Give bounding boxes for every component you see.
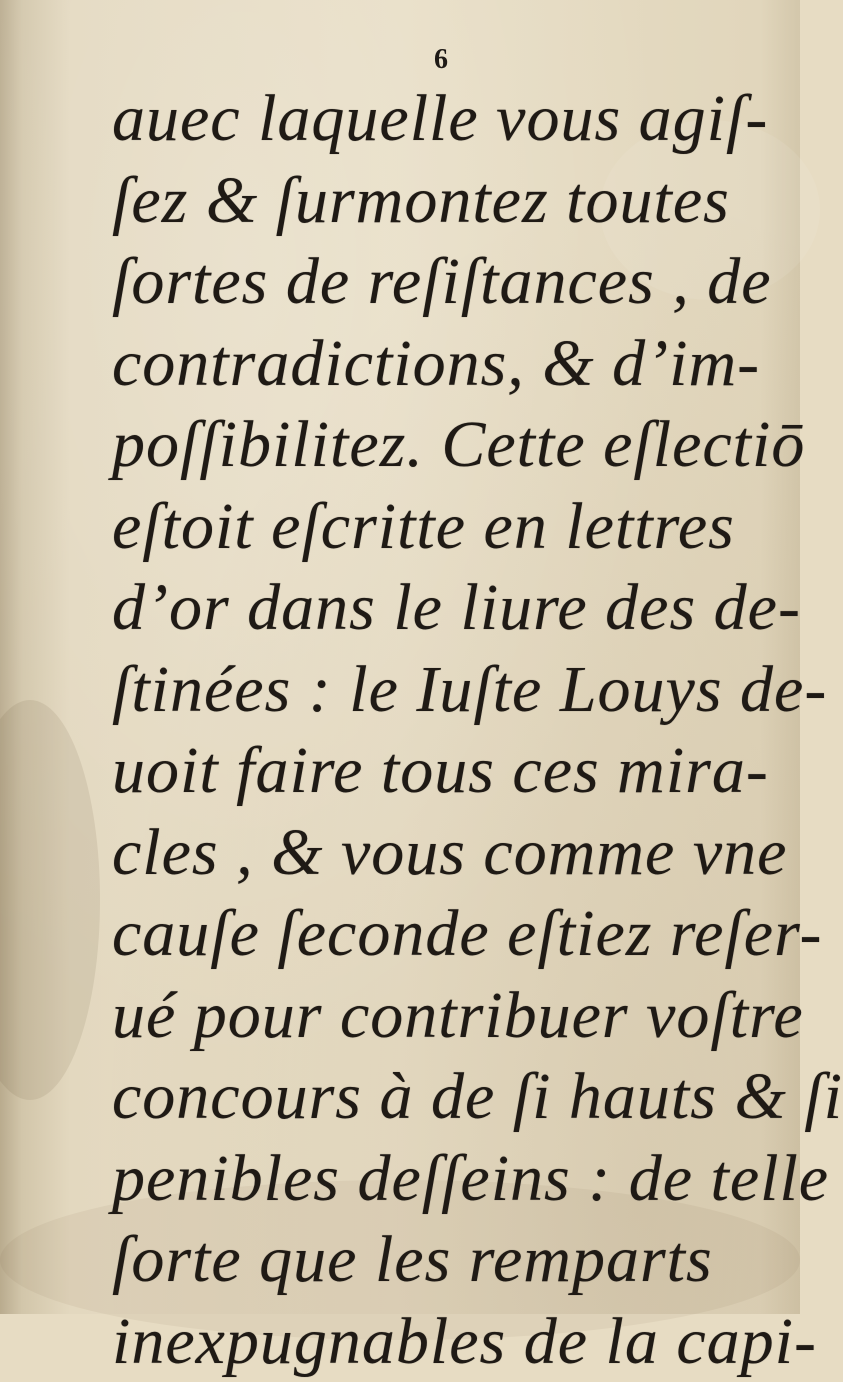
text-line: poſſibilitez. Cette eſlectiō xyxy=(112,404,772,486)
text-line: ſorte que les remparts xyxy=(112,1219,772,1301)
text-line: penibles deſſeins : de telle xyxy=(112,1138,772,1220)
text-line: eſtoit eſcritte en lettres xyxy=(112,486,772,568)
text-line: auec laquelle vous agiſ- xyxy=(112,78,772,160)
text-line: ſortes de reſiſtances , de xyxy=(112,241,772,323)
text-line: concours à de ſi hauts & ſi xyxy=(112,1056,772,1138)
text-line: cauſe ſeconde eſtiez reſer- xyxy=(112,893,772,975)
text-line: cles , & vous comme vne xyxy=(112,812,772,894)
text-line: ſtinées : le Iuſte Louys de- xyxy=(112,649,772,731)
page-text xyxy=(112,78,772,1382)
text-line: inexpugnables de la capi- xyxy=(112,1301,772,1382)
text-line: ſez & ſurmontez toutes xyxy=(112,160,772,242)
text-line: ué pour contribuer voſtre xyxy=(112,975,772,1057)
text-line: contradictions, & d’im- xyxy=(112,323,772,405)
text-line: uoit faire tous ces mira- xyxy=(112,730,772,812)
page-number: 6 xyxy=(426,44,456,76)
paper-stain xyxy=(0,700,100,1100)
text-line: d’or dans le liure des de- xyxy=(112,567,772,649)
